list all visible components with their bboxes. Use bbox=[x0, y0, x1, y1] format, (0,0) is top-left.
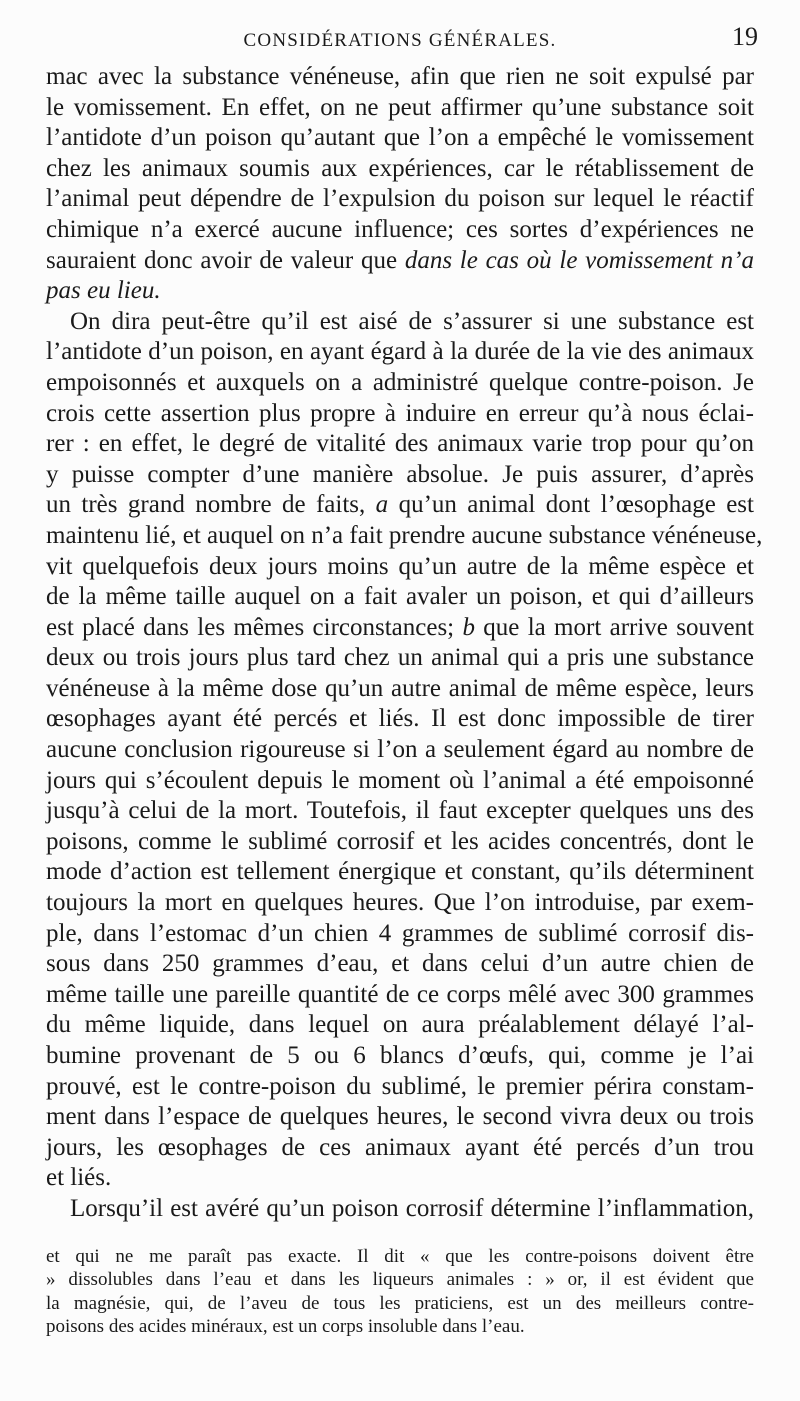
text-run: est placé dans les mêmes circonstances; bbox=[46, 613, 463, 641]
page-number: 19 bbox=[732, 22, 758, 51]
text-line bbox=[46, 490, 754, 521]
text-line: vit quelquefois deux jours moins qu’un autre de la même espèce et bbox=[46, 552, 754, 580]
text-line: prouvé, est le contre-poison du sublimé, le premier périra constam- bbox=[46, 1072, 754, 1100]
text-line: vénéneuse à la même dose qu’un autre animal de même espèce, leurs bbox=[46, 674, 754, 702]
text-line: rer : en effet, le degré de vitalité des animaux varie trop pour qu’on bbox=[46, 430, 754, 458]
footnote bbox=[46, 1245, 754, 1339]
text-line: l’antidote d’un poison, en ayant égard à la durée de la vie des animaux bbox=[46, 338, 754, 366]
text-run: qu’un animal dont l’œsophage est bbox=[388, 491, 754, 519]
text-line: crois cette assertion plus propre à induire en erreur qu’à nous éclai- bbox=[46, 399, 754, 427]
text-line: jours, les œsophages de ces animaux ayant été percés d’un trou bbox=[46, 1133, 754, 1161]
text-line: même taille une pareille quantité de ce corps mêlé avec 300 grammes bbox=[46, 980, 754, 1008]
list-marker-b: b bbox=[462, 613, 475, 641]
text-line: jusqu’à celui de la mort. Toutefois, il faut excepter quelques uns des bbox=[46, 797, 754, 825]
text-line: chimique n’a exercé aucune influence; ces sortes d’expériences ne bbox=[46, 215, 754, 243]
text-line bbox=[46, 613, 754, 644]
text-line: et liés. bbox=[46, 1164, 112, 1192]
paragraph-1 bbox=[46, 62, 754, 307]
text-line: bumine provenant de 5 ou 6 blancs d’œufs, qui, comme je l’ai bbox=[46, 1042, 754, 1069]
text-line: maintenu lié, et auquel on n’a fait prendre aucune substance vénéneuse, bbox=[46, 521, 763, 549]
text-line: de la même taille auquel on a fait avaler un poison, et qui d’ailleurs bbox=[46, 583, 754, 611]
text-line: aucune conclusion rigoureuse si l’on a seulement égard au nombre de bbox=[46, 736, 754, 764]
body-text bbox=[46, 62, 763, 1225]
footnote-line: et qui ne me paraît pas exacte. Il dit « que les contre-poisons doivent être bbox=[46, 1245, 754, 1267]
text-run: sauraient donc avoir de valeur que bbox=[46, 246, 405, 274]
footnote-line: la magnésie, qui, de l’aveu de tous les praticiens, est un des meilleurs contre- bbox=[46, 1292, 754, 1314]
page-header bbox=[46, 22, 758, 56]
list-marker-a: a bbox=[375, 491, 389, 519]
text-line: l’antidote d’un poison qu’autant que l’on a empêché le vomissement bbox=[46, 124, 754, 152]
text-line: mode d’action est tellement énergique et constant, qu’ils déterminent bbox=[46, 858, 754, 886]
footnote-line: » dissolubles dans l’eau et dans les liqueurs animales : » or, il est évident que bbox=[46, 1269, 754, 1291]
text-line: toujours la mort en quelques heures. Que l’on introduise, par exem- bbox=[46, 889, 754, 917]
running-head: CONSIDÉRATIONS GÉNÉRALES. bbox=[243, 30, 557, 51]
text-line: Lorsqu’il est avéré qu’un poison corrosif détermine l’inflammation, bbox=[70, 1194, 754, 1222]
text-line bbox=[46, 246, 754, 277]
text-line: poisons, comme le sublimé corrosif et les acides concentrés, dont le bbox=[46, 827, 754, 855]
text-line: chez les animaux soumis aux expériences, car le rétablissement de bbox=[46, 154, 754, 182]
text-line: du même liquide, dans lequel on aura préalablement délayé l’al- bbox=[46, 1011, 754, 1039]
text-line: œsophages ayant été percés et liés. Il est donc impossible de tirer bbox=[46, 705, 754, 733]
paragraph-2 bbox=[46, 307, 763, 1194]
text-line: y puisse compter d’une manière absolue. Je puis assurer, d’après bbox=[46, 460, 754, 488]
text-line: jours qui s’écoulent depuis le moment où l’animal a été empoisonné bbox=[46, 766, 754, 794]
text-line: sous dans 250 grammes d’eau, et dans celui d’un autre chien de bbox=[46, 950, 754, 978]
text-line: ment dans l’espace de quelques heures, le second vivra deux ou trois bbox=[46, 1103, 754, 1131]
text-line: mac avec la substance vénéneuse, afin que rien ne soit expulsé par bbox=[46, 63, 754, 90]
text-line: le vomissement. En effet, on ne peut affirmer qu’une substance soit bbox=[46, 93, 754, 121]
text-line: On dira peut-être qu’il est aisé de s’assurer si une substance est bbox=[70, 307, 754, 335]
footnote-line: poisons des acides minéraux, est un corps insoluble dans l’eau. bbox=[46, 1316, 525, 1338]
text-line: l’animal peut dépendre de l’expulsion du poison sur lequel le réactif bbox=[46, 185, 754, 213]
italic-phrase: dans le cas où le vomissement n’a bbox=[404, 246, 754, 274]
text-line: empoisonnés et auxquels on a administré quelque contre-poison. Je bbox=[46, 368, 754, 396]
text-line: deux ou trois jours plus tard chez un animal qui a pris une substance bbox=[46, 644, 754, 672]
text-line: ple, dans l’estomac d’un chien 4 grammes de sublimé corrosif dis- bbox=[46, 919, 754, 947]
italic-phrase: pas eu lieu. bbox=[46, 277, 161, 305]
text-run: que la mort arrive souvent bbox=[474, 613, 754, 641]
text-run: un très grand nombre de faits, bbox=[46, 491, 376, 519]
paragraph-3 bbox=[46, 1194, 754, 1225]
